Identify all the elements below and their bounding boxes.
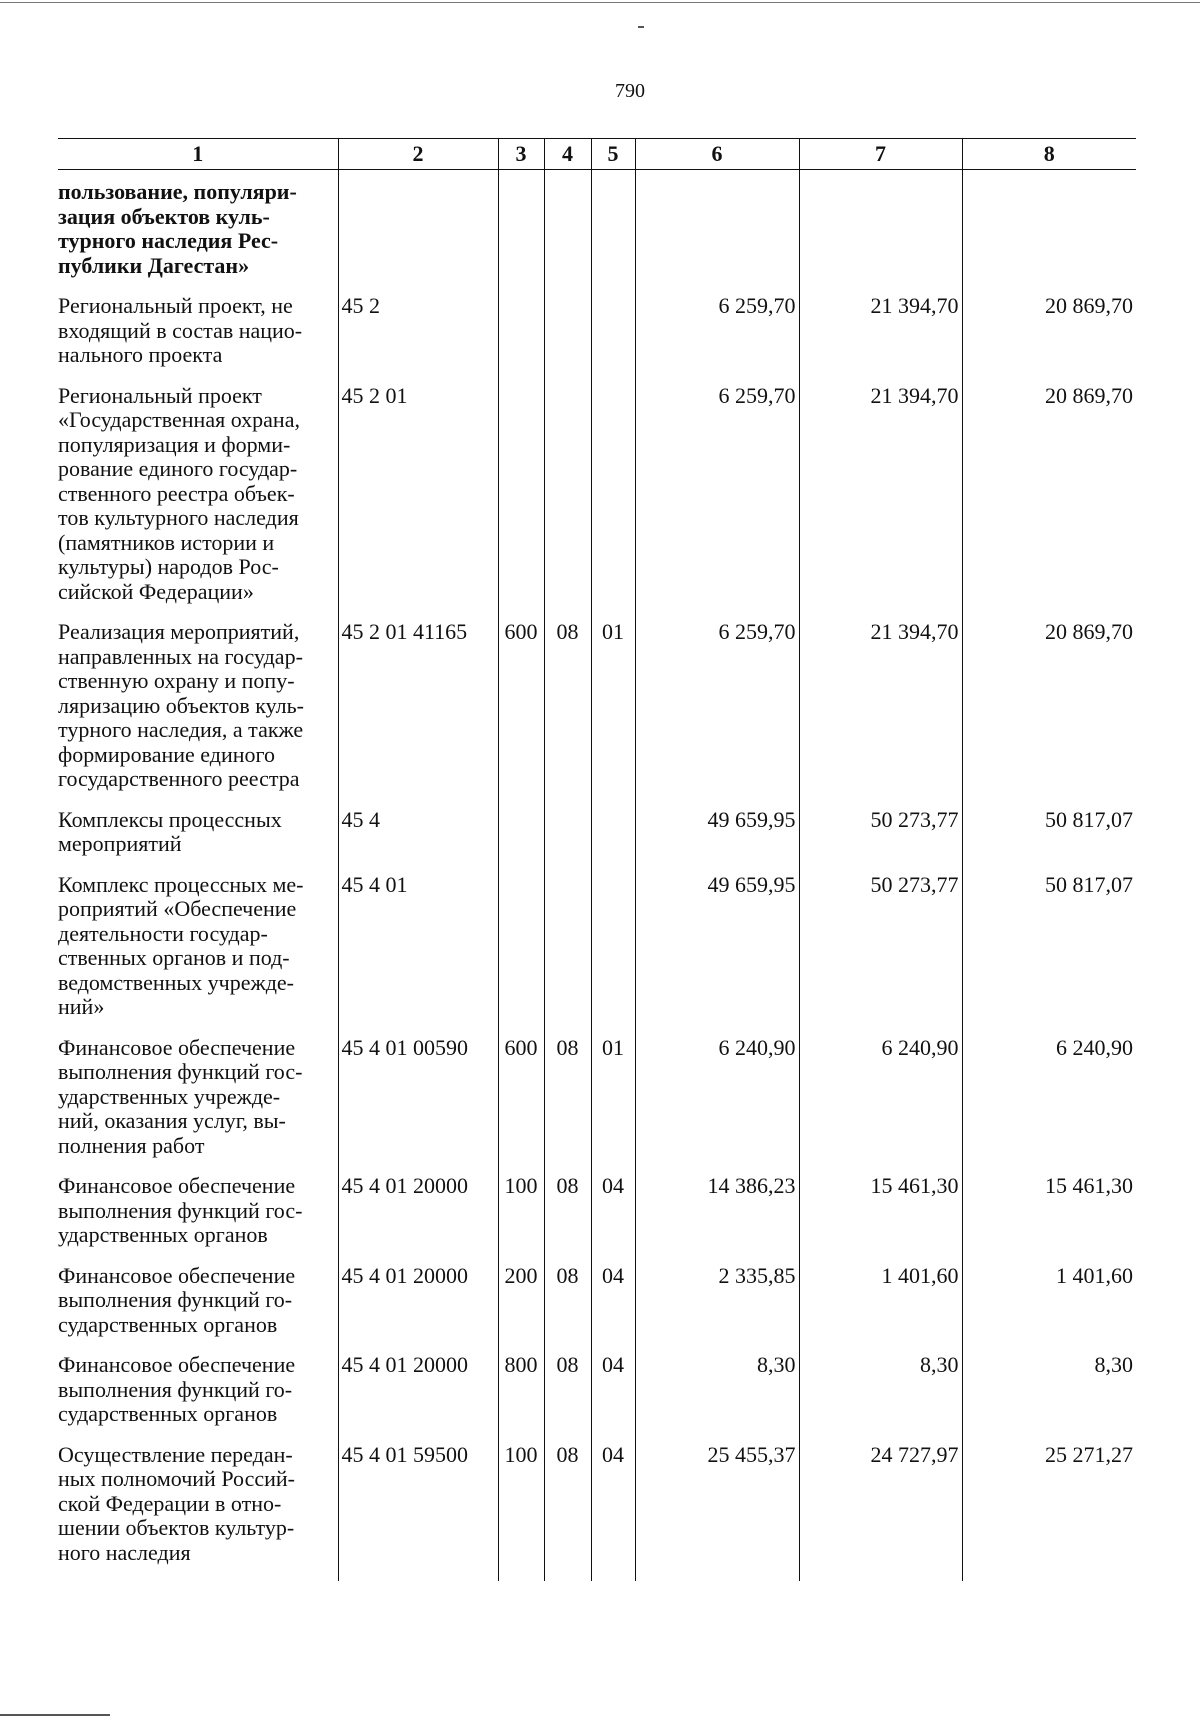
row-code: 45 4 [338, 808, 498, 873]
scan-line-top [0, 2, 1200, 3]
row-name: Реализация мероприятий, направленных на государ- ственную охрану и попу- ляризацию объектов куль- турного наследия, а также формирование единого государственного реестра [58, 619, 304, 791]
column-header-4: 4 [544, 139, 591, 170]
table-row [58, 294, 1136, 384]
row-value-7: 50 273,77 [799, 808, 962, 873]
row-value-8 [962, 170, 1136, 295]
row-col3: 800 [498, 1353, 544, 1443]
table-row [58, 1443, 1136, 1582]
row-value-7: 8,30 [799, 1353, 962, 1443]
row-col4 [544, 808, 591, 873]
row-name: Финансовое обеспечение выполнения функций го- сударственных органов [58, 1352, 296, 1426]
scan-line-bottom [0, 1714, 110, 1716]
row-col5: 04 [591, 1174, 635, 1264]
column-header-6: 6 [635, 139, 799, 170]
column-header-5: 5 [591, 139, 635, 170]
row-value-7: 21 394,70 [799, 620, 962, 808]
row-col3 [498, 294, 544, 384]
table-row [58, 620, 1136, 808]
row-value-7: 50 273,77 [799, 873, 962, 1036]
row-col3 [498, 808, 544, 873]
row-value-8: 20 869,70 [962, 620, 1136, 808]
row-col5: 04 [591, 1264, 635, 1354]
row-value-6: 6 240,90 [635, 1036, 799, 1175]
column-header-1: 1 [58, 139, 338, 170]
row-value-8: 50 817,07 [962, 808, 1136, 873]
row-col3: 100 [498, 1443, 544, 1582]
row-code: 45 2 [338, 294, 498, 384]
row-name: Финансовое обеспечение выполнения функций гос- ударственных учрежде- ний, оказания услуг, вы- полнения работ [58, 1034, 303, 1158]
row-code: 45 4 01 20000 [338, 1264, 498, 1354]
row-col4: 08 [544, 1036, 591, 1175]
row-col5: 04 [591, 1353, 635, 1443]
row-col5: 01 [591, 1036, 635, 1175]
row-col5: 04 [591, 1443, 635, 1582]
header-row [58, 139, 1136, 170]
row-value-7 [799, 170, 962, 295]
row-name: Осуществление передан- ных полномочий Россий- ской Федерации в отно- шении объектов культур- ного наследия [58, 1441, 295, 1565]
table-row [58, 1036, 1136, 1175]
budget-table [58, 138, 1136, 1581]
row-name: Финансовое обеспечение выполнения функций гос- ударственных органов [58, 1173, 303, 1247]
row-col5 [591, 873, 635, 1036]
table-row [58, 873, 1136, 1036]
row-col4: 08 [544, 620, 591, 808]
row-col3 [498, 170, 544, 295]
table-row [58, 1353, 1136, 1443]
row-value-6: 2 335,85 [635, 1264, 799, 1354]
row-value-7: 21 394,70 [799, 384, 962, 621]
row-value-6: 6 259,70 [635, 384, 799, 621]
row-value-7: 6 240,90 [799, 1036, 962, 1175]
row-code: 45 4 01 20000 [338, 1353, 498, 1443]
row-value-6: 14 386,23 [635, 1174, 799, 1264]
table-row [58, 1264, 1136, 1354]
row-name: пользование, популяри- зация объектов куль- турного наследия Рес- публики Дагестан» [58, 179, 297, 278]
table-row [58, 384, 1136, 621]
row-col4: 08 [544, 1353, 591, 1443]
table-row [58, 808, 1136, 873]
row-col5 [591, 170, 635, 295]
row-value-6: 8,30 [635, 1353, 799, 1443]
column-header-3: 3 [498, 139, 544, 170]
row-value-7: 15 461,30 [799, 1174, 962, 1264]
row-col5 [591, 294, 635, 384]
table-row [58, 170, 1136, 295]
row-code [338, 170, 498, 295]
row-code: 45 4 01 20000 [338, 1174, 498, 1264]
row-col4: 08 [544, 1443, 591, 1582]
row-code: 45 4 01 00590 [338, 1036, 498, 1175]
row-name: Комплексы процессных мероприятий [58, 806, 282, 856]
row-value-6: 25 455,37 [635, 1443, 799, 1582]
row-value-8: 20 869,70 [962, 294, 1136, 384]
row-col3: 600 [498, 620, 544, 808]
row-col3 [498, 384, 544, 621]
table-body [58, 170, 1136, 1582]
row-col4: 08 [544, 1174, 591, 1264]
row-code: 45 2 01 [338, 384, 498, 621]
row-value-8: 25 271,27 [962, 1443, 1136, 1582]
row-value-6: 6 259,70 [635, 620, 799, 808]
row-name: Финансовое обеспечение выполнения функций го- сударственных органов [58, 1262, 296, 1337]
row-col4 [544, 294, 591, 384]
row-col5: 01 [591, 620, 635, 808]
column-header-2: 2 [338, 139, 498, 170]
row-name: Региональный проект, не входящий в состав нацио- нального проекта [58, 293, 303, 367]
row-value-6 [635, 170, 799, 295]
column-header-7: 7 [799, 139, 962, 170]
row-value-8: 6 240,90 [962, 1036, 1136, 1175]
table-row [58, 1174, 1136, 1264]
column-header-8: 8 [962, 139, 1136, 170]
row-value-7: 21 394,70 [799, 294, 962, 384]
row-value-8: 20 869,70 [962, 384, 1136, 621]
page-number: 790 [615, 80, 645, 102]
row-value-7: 24 727,97 [799, 1443, 962, 1582]
row-value-8: 15 461,30 [962, 1174, 1136, 1264]
row-value-6: 6 259,70 [635, 294, 799, 384]
row-col4: 08 [544, 1264, 591, 1354]
row-value-8: 50 817,07 [962, 873, 1136, 1036]
row-code: 45 4 01 [338, 873, 498, 1036]
row-name: Региональный проект «Государственная охрана, популяризация и форми- рование единого государ- ственного реестра объек- тов культурного наследия (памятников истории и культуры) народов Рос- сийской Федерации» [58, 382, 300, 604]
row-code: 45 2 01 41165 [338, 620, 498, 808]
row-value-8: 1 401,60 [962, 1264, 1136, 1354]
row-code: 45 4 01 59500 [338, 1443, 498, 1582]
row-value-6: 49 659,95 [635, 808, 799, 873]
row-name: Комплекс процессных ме- роприятий «Обеспечение деятельности государ- ственных органов и под- ведомственных учрежде- ний» [58, 871, 304, 1019]
row-col4 [544, 384, 591, 621]
row-value-7: 1 401,60 [799, 1264, 962, 1354]
row-col3 [498, 873, 544, 1036]
scan-speck [638, 26, 644, 28]
row-col3: 600 [498, 1036, 544, 1175]
row-col4 [544, 873, 591, 1036]
row-col3: 100 [498, 1174, 544, 1264]
row-value-6: 49 659,95 [635, 873, 799, 1036]
row-col5 [591, 808, 635, 873]
row-col5 [591, 384, 635, 621]
row-col3: 200 [498, 1264, 544, 1354]
row-value-8: 8,30 [962, 1353, 1136, 1443]
row-col4 [544, 170, 591, 295]
